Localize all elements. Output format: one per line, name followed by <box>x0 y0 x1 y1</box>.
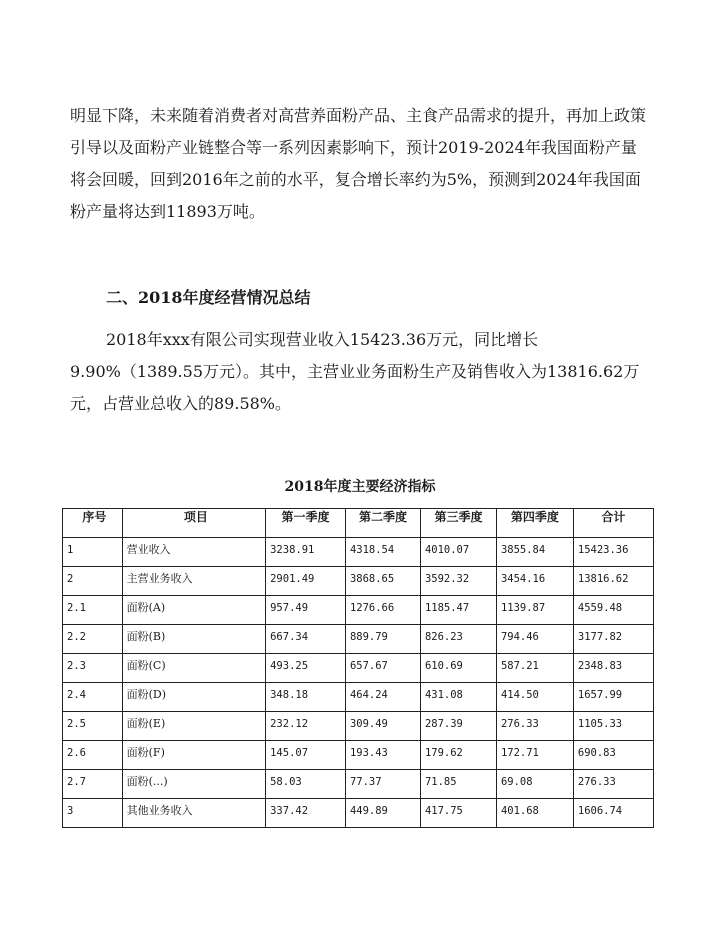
cell-q1: 3238.91 <box>266 538 346 567</box>
cell-q2: 193.43 <box>345 741 420 770</box>
cell-q3: 287.39 <box>420 712 496 741</box>
cell-item: 面粉(A) <box>122 596 265 625</box>
table-row <box>63 625 654 654</box>
cell-item: 面粉(B) <box>122 625 265 654</box>
cell-q1: 232.12 <box>266 712 346 741</box>
cell-item: 主营业务收入 <box>122 567 265 596</box>
cell-q4: 414.50 <box>496 683 573 712</box>
table-caption: 2018年度主要经济指标 <box>284 479 436 495</box>
header-q4: 第四季度 <box>496 509 573 538</box>
table-row <box>63 654 654 683</box>
cell-total: 690.83 <box>573 741 653 770</box>
cell-index: 2 <box>63 567 123 596</box>
cell-index: 2.4 <box>63 683 123 712</box>
header-total: 合计 <box>573 509 653 538</box>
cell-total: 1606.74 <box>573 799 653 828</box>
cell-q4: 276.33 <box>496 712 573 741</box>
cell-total: 3177.82 <box>573 625 653 654</box>
cell-item: 其他业务收入 <box>122 799 265 828</box>
cell-q1: 2901.49 <box>266 567 346 596</box>
table-row <box>63 712 654 741</box>
section-heading: 二、2018年度经营情况总结 <box>106 288 311 307</box>
cell-q4: 69.08 <box>496 770 573 799</box>
cell-index: 2.2 <box>63 625 123 654</box>
table-row <box>63 683 654 712</box>
cell-total: 13816.62 <box>573 567 653 596</box>
cell-q2: 889.79 <box>345 625 420 654</box>
cell-q4: 3855.84 <box>496 538 573 567</box>
cell-q1: 145.07 <box>266 741 346 770</box>
cell-total: 276.33 <box>573 770 653 799</box>
cell-q1: 58.03 <box>266 770 346 799</box>
header-q1: 第一季度 <box>266 509 346 538</box>
cell-q4: 587.21 <box>496 654 573 683</box>
cell-total: 1105.33 <box>573 712 653 741</box>
table-row <box>63 538 654 567</box>
cell-q4: 172.71 <box>496 741 573 770</box>
cell-q3: 826.23 <box>420 625 496 654</box>
cell-q4: 1139.87 <box>496 596 573 625</box>
cell-q3: 71.85 <box>420 770 496 799</box>
cell-total: 1657.99 <box>573 683 653 712</box>
cell-q1: 348.18 <box>266 683 346 712</box>
cell-index: 2.7 <box>63 770 123 799</box>
summary-paragraph: 2018年xxx有限公司实现营业收入15423.36万元，同比增长9.90%（1389.55万元）。其中，主营业业务面粉生产及销售收入为13816.62万元，占营业总收入的89.58%。 <box>70 330 640 413</box>
cell-total: 2348.83 <box>573 654 653 683</box>
cell-index: 1 <box>63 538 123 567</box>
cell-q4: 401.68 <box>496 799 573 828</box>
cell-q2: 464.24 <box>345 683 420 712</box>
cell-q4: 794.46 <box>496 625 573 654</box>
cell-q3: 4010.07 <box>420 538 496 567</box>
header-q2: 第二季度 <box>345 509 420 538</box>
cell-q4: 3454.16 <box>496 567 573 596</box>
table-row <box>63 741 654 770</box>
cell-q3: 1185.47 <box>420 596 496 625</box>
cell-q2: 77.37 <box>345 770 420 799</box>
cell-q3: 431.08 <box>420 683 496 712</box>
table-header-row <box>63 509 654 538</box>
cell-item: 面粉(...) <box>122 770 265 799</box>
table-row <box>63 596 654 625</box>
intro-paragraph: 明显下降，未来随着消费者对高营养面粉产品、主食产品需求的提升，再加上政策引导以及面粉产业链整合等一系列因素影响下，预计2019-2024年我国面粉产量将会回暖，回到2016年之前的水平，复合增长率约为5%，预测到2024年我国面粉产量将达到11893万吨。 <box>70 106 647 221</box>
table-row <box>63 567 654 596</box>
cell-index: 2.6 <box>63 741 123 770</box>
cell-q3: 179.62 <box>420 741 496 770</box>
header-q3: 第三季度 <box>420 509 496 538</box>
cell-q2: 657.67 <box>345 654 420 683</box>
cell-index: 2.3 <box>63 654 123 683</box>
cell-index: 2.1 <box>63 596 123 625</box>
cell-total: 15423.36 <box>573 538 653 567</box>
cell-q1: 957.49 <box>266 596 346 625</box>
cell-item: 面粉(E) <box>122 712 265 741</box>
cell-q1: 667.34 <box>266 625 346 654</box>
table-row <box>63 799 654 828</box>
cell-q3: 610.69 <box>420 654 496 683</box>
cell-index: 3 <box>63 799 123 828</box>
cell-item: 面粉(F) <box>122 741 265 770</box>
cell-item: 面粉(D) <box>122 683 265 712</box>
header-index: 序号 <box>63 509 123 538</box>
cell-total: 4559.48 <box>573 596 653 625</box>
cell-q1: 337.42 <box>266 799 346 828</box>
cell-q2: 309.49 <box>345 712 420 741</box>
cell-index: 2.5 <box>63 712 123 741</box>
cell-q2: 4318.54 <box>345 538 420 567</box>
cell-q2: 3868.65 <box>345 567 420 596</box>
cell-item: 营业收入 <box>122 538 265 567</box>
cell-item: 面粉(C) <box>122 654 265 683</box>
header-item: 项目 <box>122 509 265 538</box>
economic-indicators-table <box>62 508 654 828</box>
cell-q3: 417.75 <box>420 799 496 828</box>
cell-q3: 3592.32 <box>420 567 496 596</box>
cell-q1: 493.25 <box>266 654 346 683</box>
cell-q2: 1276.66 <box>345 596 420 625</box>
cell-q2: 449.89 <box>345 799 420 828</box>
table-row <box>63 770 654 799</box>
